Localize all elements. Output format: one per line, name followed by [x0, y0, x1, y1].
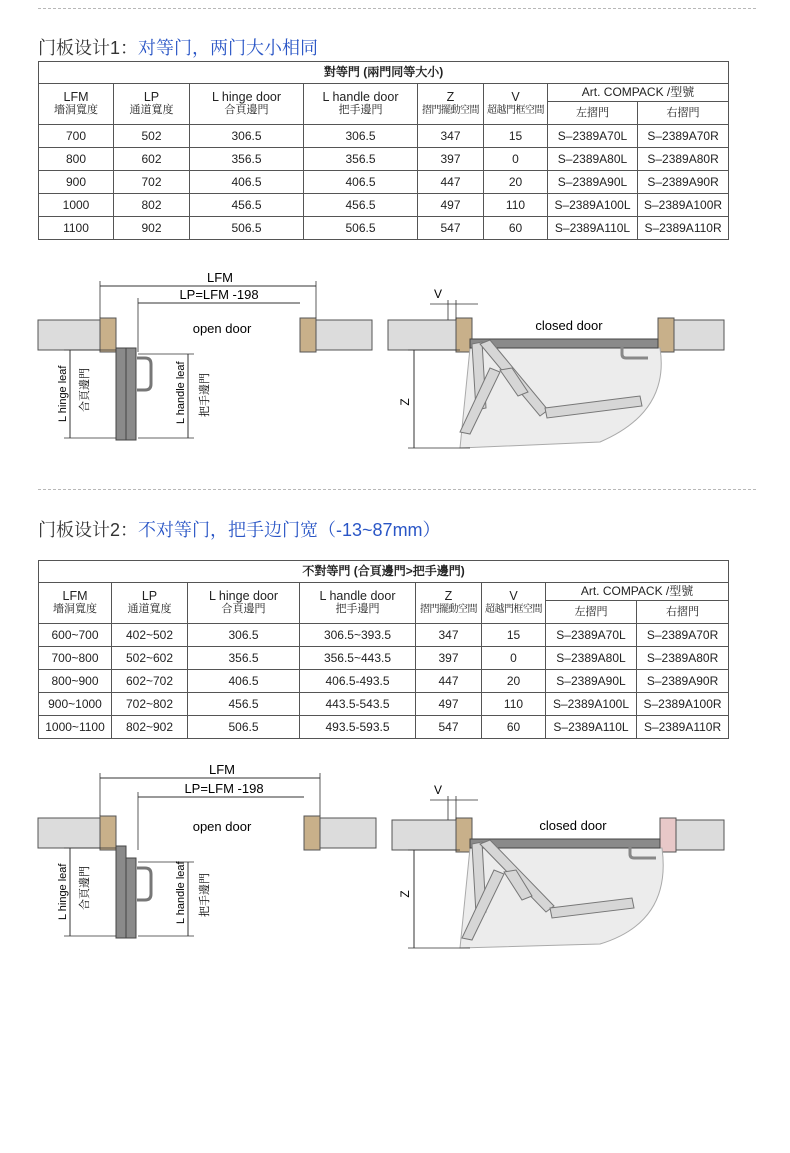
hinge-leaf-cn-label: 合頁邊門: [79, 368, 91, 412]
cell: 702: [114, 171, 190, 194]
cell: S–2389A90R: [637, 670, 729, 693]
header-hinge-door: L hinge door 合頁邊門: [188, 583, 300, 624]
frame-post-right: [300, 318, 316, 352]
cell: 800~900: [39, 670, 112, 693]
table-caption-row: [39, 561, 729, 583]
table-row: [39, 194, 729, 217]
table-row: [39, 693, 729, 716]
cell: 456.5: [190, 194, 304, 217]
cell: 347: [418, 125, 484, 148]
cell: 1100: [39, 217, 114, 240]
cell: 402~502: [112, 624, 188, 647]
cell: 306.5~393.5: [300, 624, 416, 647]
header-left-door: 左摺門: [548, 102, 638, 125]
header-left-door: 左摺門: [546, 601, 637, 624]
header-hinge-door: L hinge door 合頁邊門: [190, 84, 304, 125]
handle-leaf-panel: [126, 348, 136, 440]
section1-diagram: [0, 262, 790, 462]
cell: 406.5-493.5: [300, 670, 416, 693]
cell: 900~1000: [39, 693, 112, 716]
closed-door-diagram: [388, 287, 724, 448]
table-row: [39, 148, 729, 171]
cell: 15: [484, 125, 548, 148]
cell: 447: [418, 171, 484, 194]
header-lfm: LFM 墻洞寬度: [39, 84, 114, 125]
header-z: Z 摺門擺動空間: [418, 84, 484, 125]
cell: S–2389A70R: [638, 125, 729, 148]
hinge-leaf-panel: [116, 348, 126, 440]
open-door-diagram: [38, 270, 372, 440]
cell: 397: [416, 647, 482, 670]
handle-leaf-cn-label: 把手邊門: [199, 873, 211, 917]
cell: 356.5: [304, 148, 418, 171]
header-handle-door: L handle door 把手邊門: [300, 583, 416, 624]
cell: S–2389A90L: [546, 670, 637, 693]
table-row: [39, 624, 729, 647]
cell: S–2389A80R: [637, 647, 729, 670]
handle-leaf-label: L handle leaf: [175, 361, 187, 424]
cell: 802: [114, 194, 190, 217]
cell: 20: [482, 670, 546, 693]
cell: S–2389A90R: [638, 171, 729, 194]
closed-door-panel: [470, 339, 658, 348]
cell: 456.5: [188, 693, 300, 716]
handle-leaf-panel: [126, 858, 136, 938]
cell: 447: [416, 670, 482, 693]
cell: 0: [482, 647, 546, 670]
header-lp: LP 通道寬度: [114, 84, 190, 125]
open-door-label: open door: [192, 321, 252, 336]
cell: 802~902: [112, 716, 188, 739]
cell: S–2389A100R: [638, 194, 729, 217]
cell: 406.5: [190, 171, 304, 194]
hinge-leaf-cn-label: 合頁邊門: [79, 866, 91, 910]
cell: S–2389A70L: [546, 624, 637, 647]
cell: 443.5-543.5: [300, 693, 416, 716]
cell: 506.5: [304, 217, 418, 240]
cell: 493.5-593.5: [300, 716, 416, 739]
cell: 1000~1100: [39, 716, 112, 739]
closed-door-label: closed door: [535, 318, 603, 333]
cell: S–2389A100R: [637, 693, 729, 716]
cell: 506.5: [190, 217, 304, 240]
wall-right: [674, 320, 724, 350]
cell: 347: [416, 624, 482, 647]
cell: 15: [482, 624, 546, 647]
closed-door-diagram: [392, 783, 724, 948]
header-lp: LP 通道寬度: [112, 583, 188, 624]
hinge-leaf-label: L hinge leaf: [57, 365, 69, 422]
section2-title: 门板设计2：不对等门，把手边门宽（-13~87mm）: [38, 520, 441, 540]
table-row: [39, 716, 729, 739]
cell: 547: [416, 716, 482, 739]
table-row: [39, 171, 729, 194]
cell: 702~802: [112, 693, 188, 716]
cell: S–2389A80R: [638, 148, 729, 171]
cell: 397: [418, 148, 484, 171]
z-label: Z: [398, 398, 412, 406]
cell: S–2389A80L: [546, 647, 637, 670]
cell: 110: [484, 194, 548, 217]
handle-leaf-cn-label: 把手邊門: [199, 373, 211, 417]
cell: 700: [39, 125, 114, 148]
cell: 356.5~443.5: [300, 647, 416, 670]
cell: 0: [484, 148, 548, 171]
header-right-door: 右摺門: [637, 601, 729, 624]
cell: S–2389A70R: [637, 624, 729, 647]
cell: S–2389A100L: [548, 194, 638, 217]
cell: S–2389A90L: [548, 171, 638, 194]
cell: 20: [484, 171, 548, 194]
table-row: [39, 217, 729, 240]
header-handle-door: L handle door 把手邊門: [304, 84, 418, 125]
frame-post-left: [100, 816, 116, 850]
cell: 406.5: [188, 670, 300, 693]
wall-right: [316, 320, 372, 350]
header-v: V 超越門框空間: [484, 84, 548, 125]
frame-post-left: [100, 318, 116, 352]
closed-door-label: closed door: [539, 818, 607, 833]
cell: S–2389A80L: [548, 148, 638, 171]
wall-right: [676, 820, 724, 850]
cell: S–2389A110L: [548, 217, 638, 240]
cell: 497: [418, 194, 484, 217]
cell: 306.5: [304, 125, 418, 148]
table-row: [39, 125, 729, 148]
table-caption-row: [39, 62, 729, 84]
cell: 600~700: [39, 624, 112, 647]
v-label: V: [433, 783, 443, 797]
section2-diagram: [0, 752, 790, 962]
frame-post-right: [660, 818, 676, 852]
section-divider: [38, 489, 756, 490]
cell: 900: [39, 171, 114, 194]
lp-label: LP=LFM -198: [179, 287, 259, 302]
cell: S–2389A100L: [546, 693, 637, 716]
header-z: Z 摺門擺動空間: [416, 583, 482, 624]
cell: 356.5: [188, 647, 300, 670]
header-lfm: LFM 墻洞寬度: [39, 583, 112, 624]
cell: 502: [114, 125, 190, 148]
handle-leaf-label: L handle leaf: [175, 861, 187, 924]
cell: 700~800: [39, 647, 112, 670]
cell: 800: [39, 148, 114, 171]
open-door-label: open door: [192, 819, 252, 834]
header-art-compack: Art. COMPACK /型號: [546, 583, 729, 601]
section1-title: 门板设计1：对等门，两门大小相同: [38, 38, 319, 58]
z-label: Z: [398, 890, 412, 898]
cell: S–2389A70L: [548, 125, 638, 148]
table-header-row: [39, 84, 729, 102]
header-right-door: 右摺門: [638, 102, 729, 125]
table-caption: 不對等門 (合頁邊門>把手邊門): [39, 561, 729, 583]
lfm-label: LFM: [209, 762, 235, 777]
cell: 110: [482, 693, 546, 716]
cell: 406.5: [304, 171, 418, 194]
top-divider: [38, 8, 756, 9]
cell: S–2389A110R: [637, 716, 729, 739]
wall-left: [392, 820, 456, 850]
frame-post-right: [304, 816, 320, 850]
table-row: [39, 670, 729, 693]
lp-label: LP=LFM -198: [184, 781, 264, 796]
wall-left: [38, 320, 100, 350]
lfm-label: LFM: [207, 270, 233, 285]
table-row: [39, 647, 729, 670]
cell: 60: [484, 217, 548, 240]
cell: S–2389A110L: [546, 716, 637, 739]
header-v: V 超越門框空間: [482, 583, 546, 624]
section2-table: [38, 560, 729, 739]
hinge-leaf-panel: [116, 846, 126, 938]
door-handle-icon: [137, 358, 151, 390]
cell: 497: [416, 693, 482, 716]
cell: 456.5: [304, 194, 418, 217]
cell: 502~602: [112, 647, 188, 670]
door-handle-icon: [137, 868, 151, 900]
cell: 506.5: [188, 716, 300, 739]
frame-post-right: [658, 318, 674, 352]
hinge-leaf-label: L hinge leaf: [57, 863, 69, 920]
cell: 1000: [39, 194, 114, 217]
table-header-row: [39, 583, 729, 601]
wall-left: [388, 320, 456, 350]
open-door-diagram: [38, 762, 376, 938]
header-art-compack: Art. COMPACK /型號: [548, 84, 729, 102]
cell: 306.5: [188, 624, 300, 647]
wall-right: [320, 818, 376, 848]
v-label: V: [433, 287, 443, 301]
cell: 306.5: [190, 125, 304, 148]
cell: 602: [114, 148, 190, 171]
cell: 902: [114, 217, 190, 240]
section1-table: [38, 61, 729, 240]
cell: 356.5: [190, 148, 304, 171]
table-caption: 對等門 (兩門同等大小): [39, 62, 729, 84]
wall-left: [38, 818, 100, 848]
cell: S–2389A110R: [638, 217, 729, 240]
cell: 602~702: [112, 670, 188, 693]
cell: 60: [482, 716, 546, 739]
cell: 547: [418, 217, 484, 240]
